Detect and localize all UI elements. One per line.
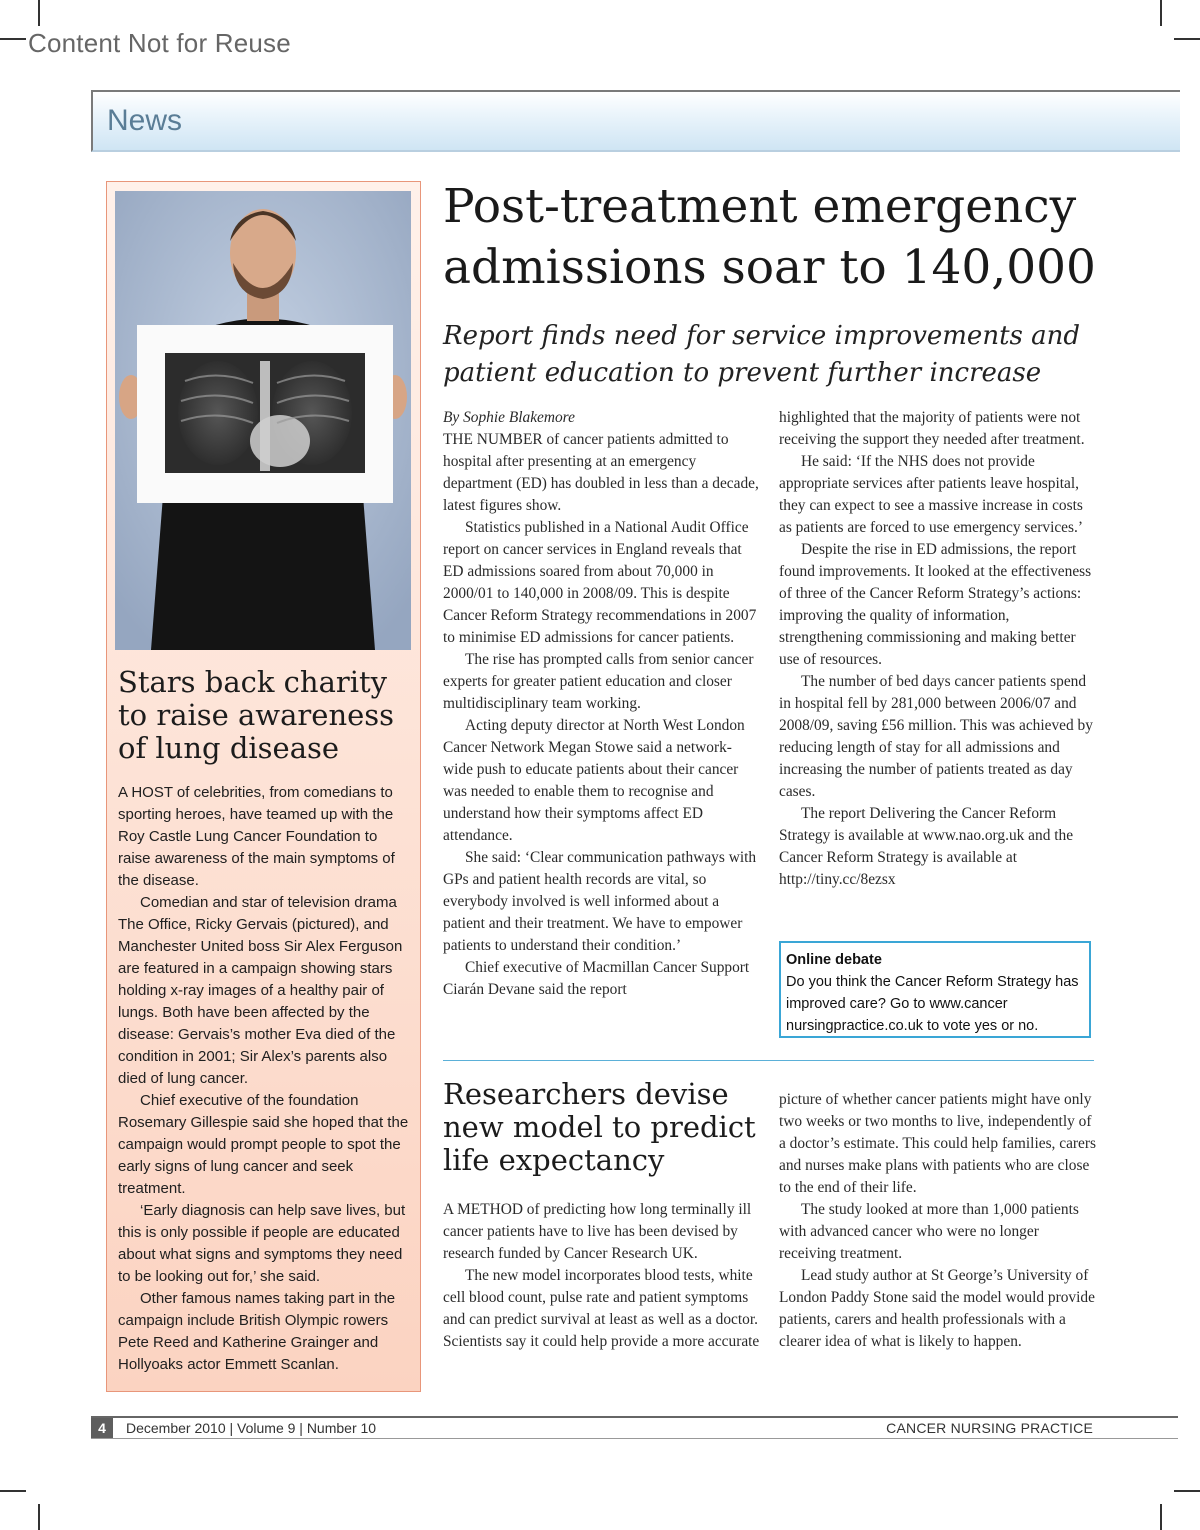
article-paragraph: Acting deputy director at North West London Cancer Network Megan Stowe said a network-wide push to educate patients about their cancer was needed to enable them to recognise and understand how their symptoms affect ED attendance.	[443, 717, 745, 844]
section-title: News	[107, 104, 183, 137]
crop-mark	[1174, 38, 1200, 40]
article-standfirst: Report finds need for service improvements and patient education to prevent further increase	[443, 321, 1081, 388]
crop-mark	[1160, 1504, 1162, 1530]
journal-name: CANCER NURSING PRACTICE	[886, 1420, 1093, 1436]
article-paragraph: THE NUMBER of cancer patients admitted to hospital after presenting at an emergency department (ED) has doubled in less than a decade, latest figures show.	[443, 431, 759, 514]
article-paragraph: Statistics published in a National Audit Office report on cancer services in England reveals that ED admissions soared from about 70,000 in 2000/01 to 140,000 in 2008/09. This is despite Cancer Reform Strategy recommendations in 2007 to minimise ED admissions for cancer patients.	[443, 519, 757, 646]
section-header	[91, 90, 1180, 152]
article-column-1	[443, 407, 761, 1001]
second-article-column-1	[443, 1199, 761, 1353]
article-paragraph: The rise has prompted calls from senior cancer experts for greater patient education and closer multidisciplinary team working.	[443, 651, 754, 712]
sidebar-paragraph: A HOST of celebrities, from comedians to sporting heroes, have teamed up with the Roy Castle Lung Cancer Foundation to raise awareness of the main symptoms of the disease.	[118, 784, 395, 889]
byline: By Sophie Blakemore	[443, 409, 575, 426]
sidebar-panel	[106, 181, 421, 1392]
sidebar-paragraph: Other famous names taking part in the campaign include British Olympic rowers Pete Reed and Katherine Grainger and Hollyoaks actor Emmett Scanlan.	[118, 1290, 396, 1373]
footer-rule	[91, 1438, 1178, 1439]
article-paragraph: He said: ‘If the NHS does not provide appropriate services after patients leave hospital, they can expect to see a massive increase in costs as patients are forced to use emergency services.’	[779, 453, 1083, 536]
article-paragraph: She said: ‘Clear communication pathways with GPs and patient health records are vital, so everybody involved is well informed about a patient and their treatment. We have to empower patients to understand their condition.’	[443, 849, 757, 954]
page-number: 4	[91, 1418, 113, 1438]
celebrity-xray-photo	[115, 191, 411, 650]
article-paragraph: highlighted that the majority of patients were not receiving the support they needed after treatment.	[779, 409, 1085, 448]
article-paragraph: The number of bed days cancer patients spend in hospital fell by 281,000 between 2006/07 and 2008/09, saving £56 million. This was achieved by reducing length of stay for all admissions and increasing the number of patients treated as day cases.	[779, 673, 1093, 800]
crop-mark	[0, 38, 26, 40]
article-paragraph: The report Delivering the Cancer Reform Strategy is available at www.nao.org.uk and the Cancer Reform Strategy is available at http://tiny.cc/8ezsx	[779, 805, 1074, 888]
crop-mark	[1160, 0, 1162, 26]
sidebar-headline: Stars back charity to raise awareness of lung disease	[118, 665, 395, 765]
article-paragraph: Despite the rise in ED admissions, the report found improvements. It looked at the effectiveness of three of the Cancer Reform Strategy’s actions: improving the quality of information, strengthening commissioning and making better use of resources.	[779, 541, 1092, 668]
second-article-headline: Researchers devise new model to predict life expectancy	[443, 1077, 756, 1177]
crop-mark	[38, 1504, 40, 1530]
sidebar-body	[118, 782, 412, 1376]
article-paragraph: A METHOD of predicting how long terminally ill cancer patients have to live has been devised by research funded by Cancer Research UK.	[443, 1201, 752, 1262]
sidebar-paragraph: Chief executive of the foundation Rosemary Gillespie said she hoped that the campaign would prompt people to spot the early signs of lung cancer and seek treatment.	[118, 1092, 409, 1197]
photo-illustration	[115, 191, 411, 650]
crop-mark	[1174, 1490, 1200, 1492]
article-divider	[443, 1060, 1094, 1061]
debate-title: Online debate	[786, 952, 882, 968]
debate-text: Do you think the Cancer Reform Strategy has improved care? Go to www.cancer nursingpractice.co.uk to vote yes or no.	[786, 974, 1079, 1034]
sidebar-paragraph: Comedian and star of television drama The Office, Ricky Gervais (pictured), and Manchester United boss Sir Alex Ferguson are featured in a campaign showing stars holding x-ray images of a healthy pair of lungs. Both have been affected by the disease: Gervais’s mother Eva died of the condition in 2001; Sir Alex’s parents also died of lung cancer.	[118, 894, 403, 1087]
article-paragraph: The new model incorporates blood tests, white cell blood count, pulse rate and patient symptoms and can predict survival at least as well as a doctor. Scientists say it could help provide a more accurate	[443, 1267, 760, 1350]
crop-mark	[38, 0, 40, 26]
online-debate-box	[779, 941, 1091, 1038]
article-paragraph: The study looked at more than 1,000 patients with advanced cancer who were no longer receiving treatment.	[779, 1201, 1079, 1262]
sidebar-paragraph: ‘Early diagnosis can help save lives, but this is only possible if people are educated about what signs and symptoms they need to be looking out for,’ she said.	[118, 1202, 406, 1285]
second-article-column-2	[779, 1089, 1097, 1353]
article-column-2	[779, 407, 1097, 891]
issue-info: December 2010 | Volume 9 | Number 10	[126, 1420, 377, 1436]
article-paragraph: Lead study author at St George’s University of London Paddy Stone said the model would provide patients, carers and health professionals with a clearer idea of what is likely to happen.	[779, 1267, 1095, 1350]
article-headline: Post-treatment emergency admissions soar to 140,000	[443, 179, 1096, 295]
article-paragraph: Chief executive of Macmillan Cancer Support Ciarán Devane said the report	[443, 959, 750, 998]
crop-mark	[0, 1490, 26, 1492]
watermark: Content Not for Reuse	[28, 28, 291, 58]
article-paragraph: picture of whether cancer patients might have only two weeks or two months to live, independently of a doctor’s estimate. This could help families, carers and nurses make plans with patients who are close to the end of their life.	[779, 1091, 1096, 1196]
